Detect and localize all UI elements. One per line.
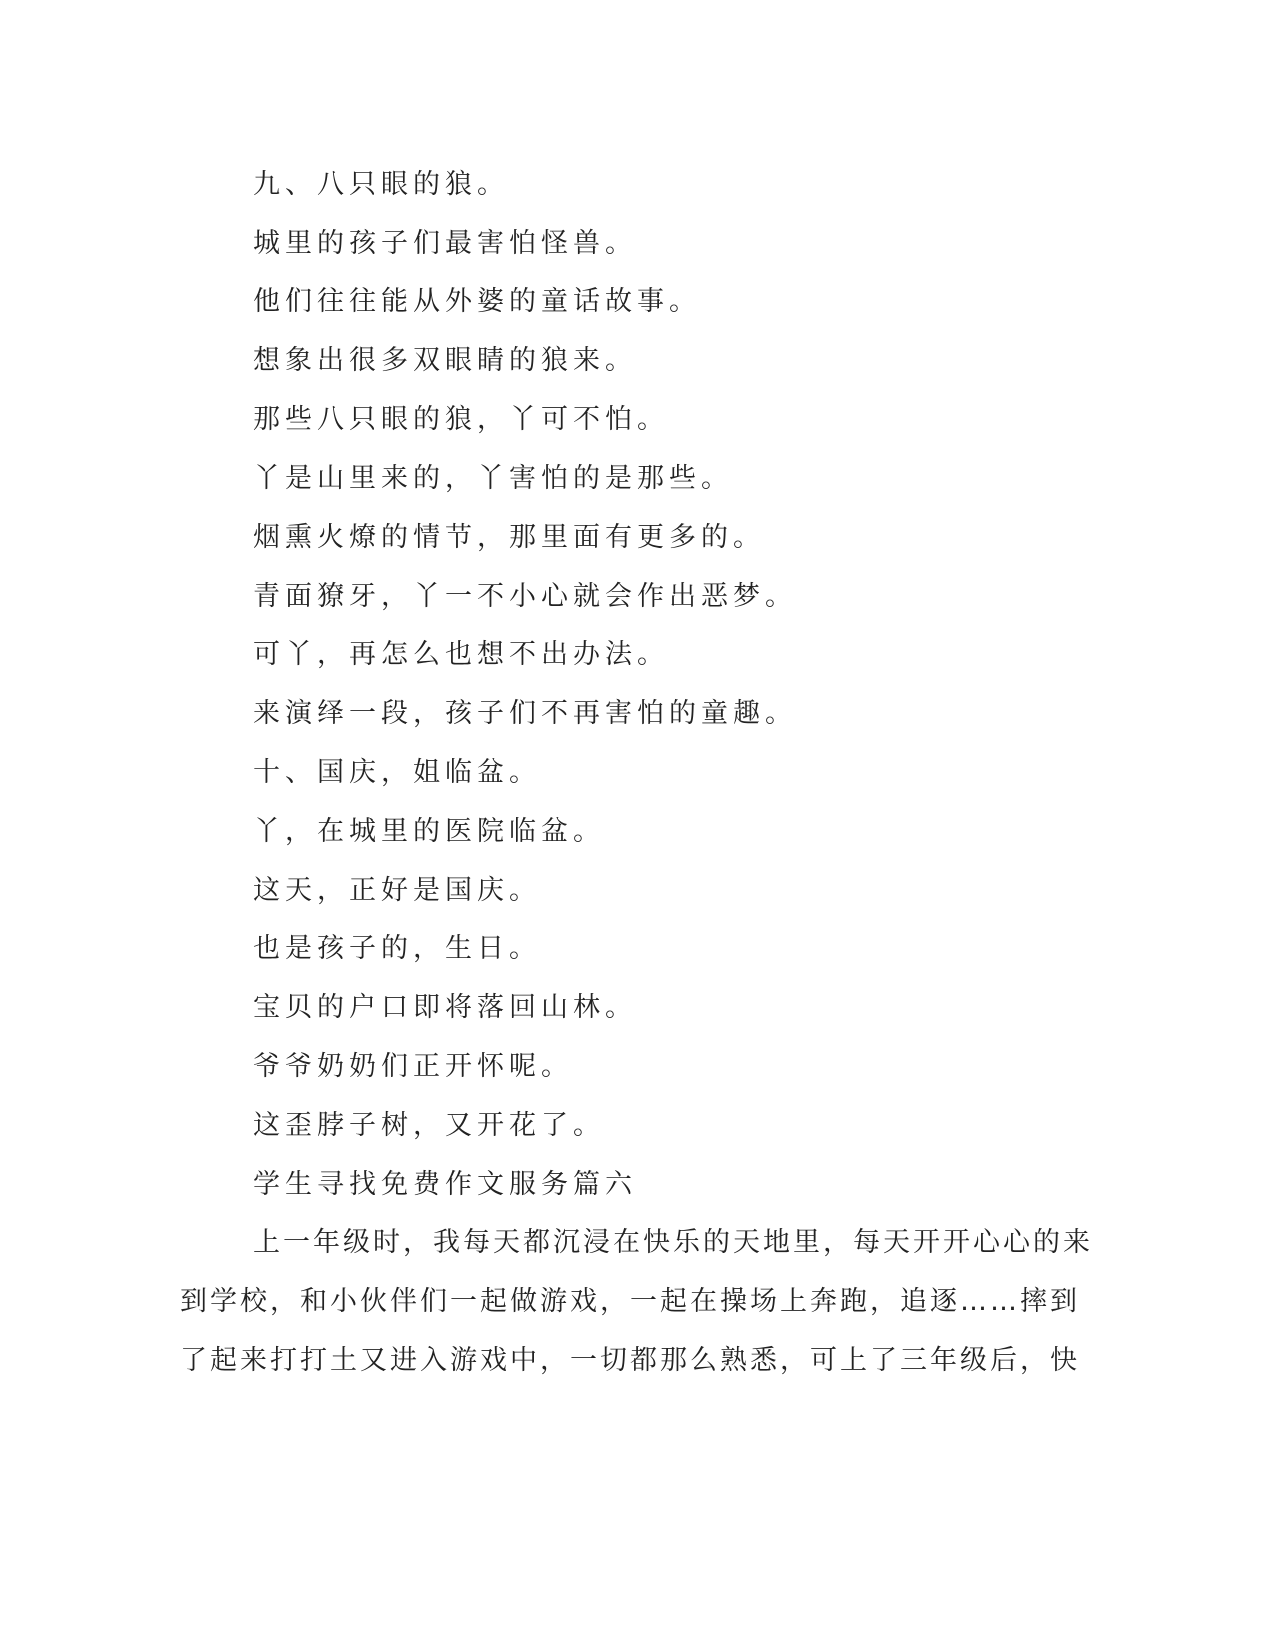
paragraph-line: 上一年级时，我每天都沉浸在快乐的天地里，每天开开心心的来 [253,1227,1093,1258]
text-line: 烟熏火燎的情节，那里面有更多的。 [253,522,765,553]
paragraph-line: 了起来打打土又进入游戏中，一切都那么熟悉，可上了三年级后，快 [180,1345,1080,1376]
text-line: 青面獠牙，丫一不小心就会作出恶梦。 [253,581,797,612]
text-line: 也是孩子的，生日。 [253,933,541,964]
text-line: 爷爷奶奶们正开怀呢。 [253,1051,573,1082]
text-line: 丫，在城里的医院临盆。 [253,816,605,847]
text-line: 这天，正好是国庆。 [253,875,541,906]
text-line: 那些八只眼的狼，丫可不怕。 [253,404,669,435]
text-line: 宝贝的户口即将落回山林。 [253,992,637,1023]
text-line: 这歪脖子树，又开花了。 [253,1110,605,1141]
text-line: 可丫，再怎么也想不出办法。 [253,639,669,670]
text-line: 他们往往能从外婆的童话故事。 [253,286,701,317]
section-heading: 十、国庆，姐临盆。 [253,757,541,788]
text-line: 城里的孩子们最害怕怪兽。 [253,228,637,259]
text-line: 丫是山里来的，丫害怕的是那些。 [253,463,733,494]
text-line: 九、八只眼的狼。 [253,169,509,200]
paragraph-line: 到学校，和小伙伴们一起做游戏，一起在操场上奔跑，追逐……摔到 [180,1286,1080,1317]
text-line: 想象出很多双眼睛的狼来。 [253,345,637,376]
text-line: 来演绎一段，孩子们不再害怕的童趣。 [253,698,797,729]
article-heading: 学生寻找免费作文服务篇六 [253,1169,637,1200]
